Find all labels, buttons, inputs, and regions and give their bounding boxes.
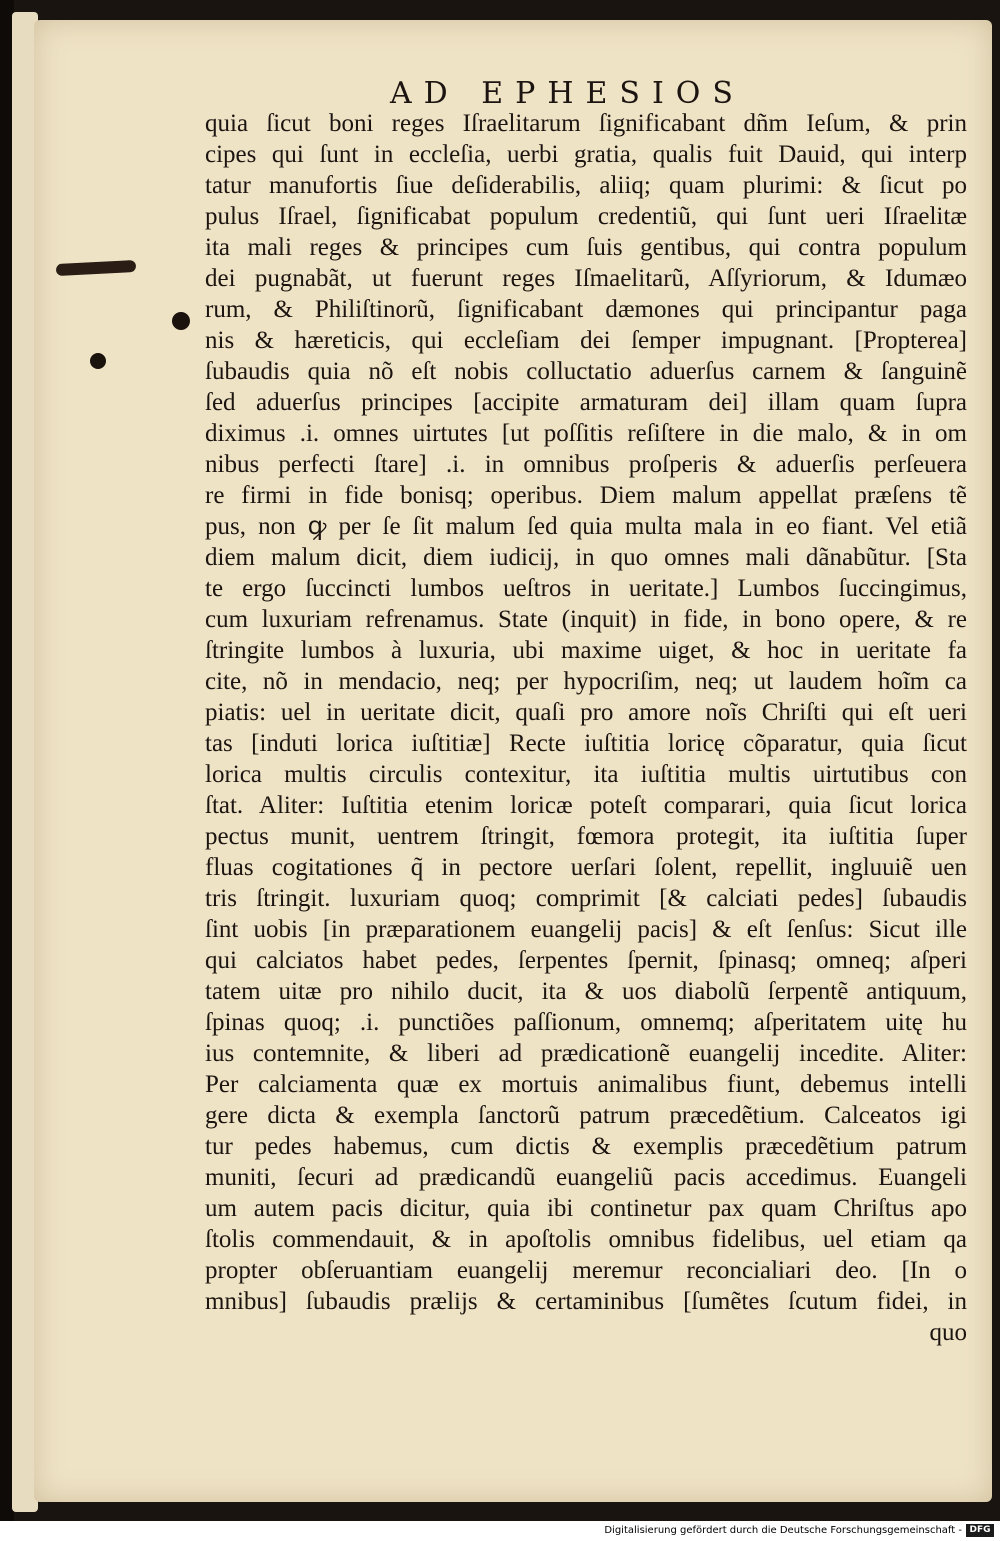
- text-line: diximus .i. omnes uirtutes [ut poſſitis reſiſtere in die malo, & in om: [205, 420, 967, 447]
- text-line: pus, non ꝙ per ſe ſit malum ſed quia multa mala in eo fiant. Vel etiã: [205, 513, 967, 540]
- text-line: tris ſtringit. luxuriam quoq; comprimit [& calciati pedes] ſubaudis: [205, 885, 967, 912]
- text-line: fluas cogitationes q̃ in pectore uerſari ſolent, repellit, ingluuiẽ uen: [205, 854, 967, 881]
- text-line: nibus perfecti ſtare] .i. in omnibus proſperis & aduerſis perſeuera: [205, 451, 967, 478]
- ink-dot: [172, 312, 190, 330]
- running-header: AD EPHESIOS: [390, 76, 745, 111]
- text-line: cum luxuriam refrenamus. State (inquit) in fide, in bono opere, & re: [205, 606, 967, 633]
- body-text: [205, 108, 967, 1348]
- text-line: tas [induti lorica iuſtitiæ] Recte iuſtitia loricę cõparatur, quia ſicut: [205, 730, 967, 757]
- text-line: pectus munit, uentrem ſtringit, fœmora protegit, ita iuſtitia ſuper: [205, 823, 967, 850]
- text-line: nis & hæreticis, qui eccleſiam dei ſemper impugnant. [Propterea]: [205, 327, 967, 354]
- text-line: cipes qui ſunt in eccleſia, uerbi gratia, qualis fuit Dauid, qui interp: [205, 141, 967, 168]
- text-line: piatis: uel in ueritate dicit, quaſi pro amore noĩs Chriſti qui eſt ueri: [205, 699, 967, 726]
- footer-credit: Digitalisierung gefördert durch die Deutsche Forschungsgemeinschaft -: [604, 1525, 962, 1536]
- text-line: tatur manufortis ſiue deſiderabilis, aliiq; quam plurimi: & ſicut po: [205, 172, 967, 199]
- text-line: qui calciatos habet pedes, ſerpentes ſpernit, ſpinasq; omneq; aſperi: [205, 947, 967, 974]
- text-line: ſtringite lumbos à luxuria, ubi maxime uiget, & hoc in ueritate fa: [205, 637, 967, 664]
- text-line: diem malum dicit, diem iudicij, in quo omnes mali dãnabũtur. [Sta: [205, 544, 967, 571]
- text-line: pulus Iſrael, ſignificabat populum credentiũ, qui ſunt ueri Iſraelitæ: [205, 203, 967, 230]
- text-line: ſpinas quoq; .i. punctiões paſſionum, omnemq; aſperitatem uitę hu: [205, 1009, 967, 1036]
- text-line: dei pugnabãt, ut fuerunt reges Iſmaelitarũ, Aſſyriorum, & Idumæo: [205, 265, 967, 292]
- text-line: cite, nõ in mendacio, neq; per hypocriſim, neq; ut laudem hoĩm ca: [205, 668, 967, 695]
- dfg-logo: DFG: [966, 1524, 994, 1537]
- text-line: gere dicta & exempla ſanctorũ patrum præcedẽtium. Calceatos igi: [205, 1102, 967, 1129]
- text-line: quo: [929, 1319, 967, 1346]
- text-line: lorica multis circulis contexitur, ita iuſtitia multis uirtutibus con: [205, 761, 967, 788]
- text-line: ius contemnite, & liberi ad prædicationẽ euangelij incedite. Aliter:: [205, 1040, 967, 1067]
- text-line: rum, & Philiſtinorũ, ſignificabant dæmones qui principantur paga: [205, 296, 967, 323]
- text-line: ſed aduerſus principes [accipite armaturam dei] illam quam ſupra: [205, 389, 967, 416]
- text-line: ſubaudis quia nõ eſt nobis colluctatio aduerſus carnem & ſanguinẽ: [205, 358, 967, 385]
- text-line: mnibus] ſubaudis prælijs & certaminibus [ſumẽtes ſcutum fidei, in: [205, 1288, 967, 1315]
- text-line: te ergo ſuccincti lumbos ueſtros in ueritate.] Lumbos ſuccingimus,: [205, 575, 967, 602]
- ink-dot: [90, 353, 106, 369]
- text-line: propter obſeruantiam euangelij meremur reconcialiari deo. [In o: [205, 1257, 967, 1284]
- text-line: tur pedes habemus, cum dictis & exemplis præcedẽtium patrum: [205, 1133, 967, 1160]
- text-line: tatem uitæ pro nihilo ducit, ita & uos diabolũ ſerpentẽ antiquum,: [205, 978, 967, 1005]
- text-line: quia ſicut boni reges Iſraelitarum ſignificabant dñm Ieſum, & prin: [205, 110, 967, 137]
- text-line: re firmi in fide bonisq; operibus. Diem malum appellat præſens tẽ: [205, 482, 967, 509]
- text-line: um autem pacis dicitur, quia ibi continetur pax quam Chriſtus apo: [205, 1195, 967, 1222]
- text-line: ita mali reges & principes cum ſuis gentibus, qui contra populum: [205, 234, 967, 261]
- text-line: ſint uobis [in præparationem euangelij pacis] & eſt ſenſus: Sicut ille: [205, 916, 967, 943]
- text-line: muniti, ſecuri ad prædicandũ euangeliũ pacis accedimus. Euangeli: [205, 1164, 967, 1191]
- text-line: ſtat. Aliter: Iuſtitia etenim loricæ poteſt comparari, quia ſicut lorica: [205, 792, 967, 819]
- text-line: Per calciamenta quæ ex mortuis animalibus fiunt, debemus intelli: [205, 1071, 967, 1098]
- text-line: ſtolis commendauit, & in apoſtolis omnibus fidelibus, uel etiam qa: [205, 1226, 967, 1253]
- footer-bar: [0, 1521, 1000, 1541]
